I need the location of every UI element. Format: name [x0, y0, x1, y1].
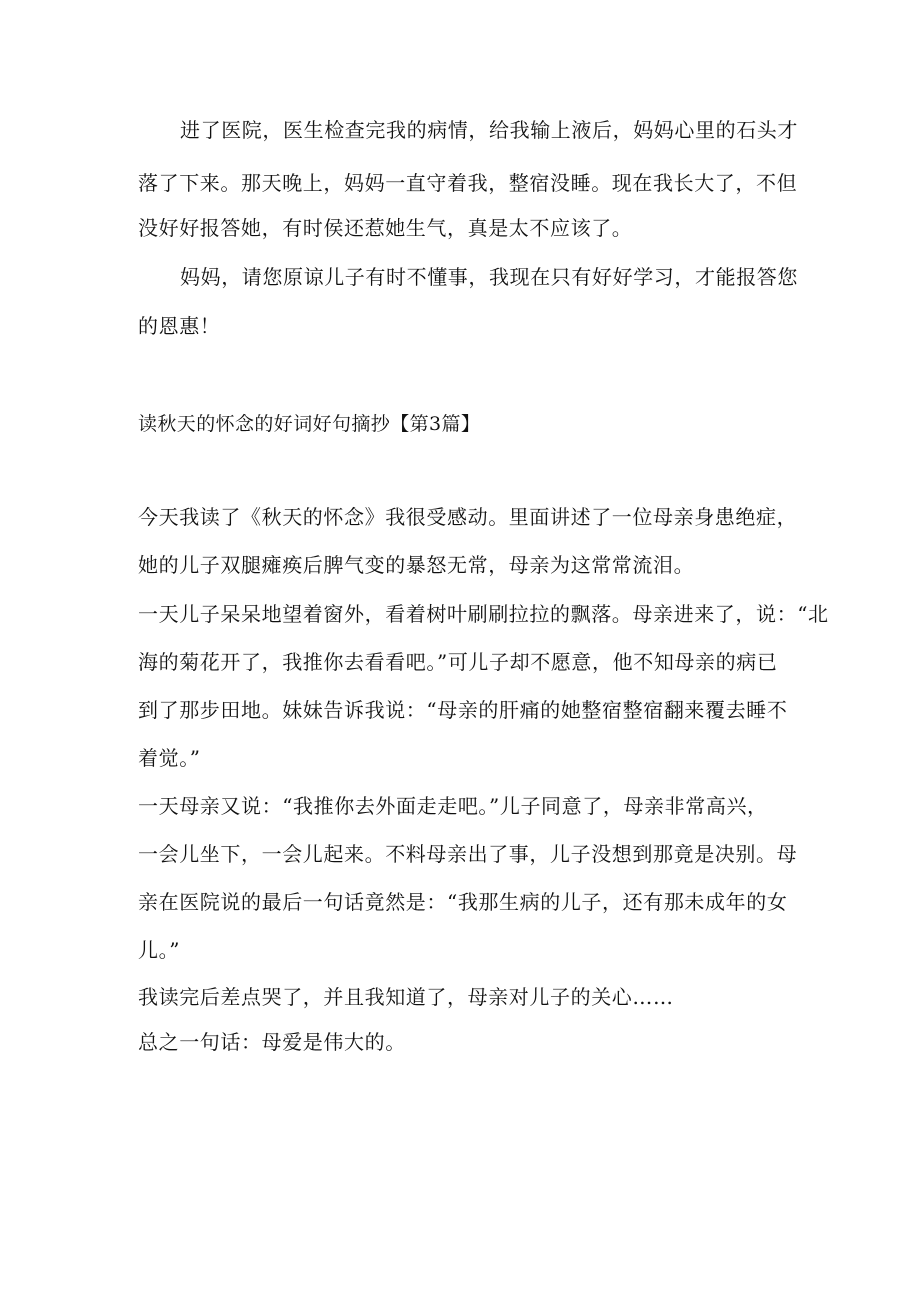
- paragraph-line: 总之一句话：母爱是伟大的。: [138, 1030, 406, 1054]
- paragraph-line: 儿。”: [138, 938, 181, 962]
- paragraph-line: 到了那步田地。妹妹告诉我说：“母亲的肝痛的她整宿整宿翻来覆去睡不: [138, 698, 788, 722]
- paragraph-line: 落了下来。那天晚上，妈妈一直守着我，整宿没睡。现在我长大了，不但: [138, 171, 798, 195]
- paragraph-line: 一会儿坐下，一会儿起来。不料母亲出了事，儿子没想到那竟是决别。母: [138, 842, 798, 866]
- paragraph-line: 的恩惠！: [138, 314, 221, 338]
- paragraph-line: 今天我读了《秋天的怀念》我很受感动。里面讲述了一位母亲身患绝症，: [138, 505, 798, 529]
- paragraph-line: 一天儿子呆呆地望着窗外，看着树叶刷刷拉拉的飘落。母亲进来了，说：“北: [138, 602, 829, 626]
- paragraph-line: 她的儿子双腿瘫痪后脾气变的暴怒无常，母亲为这常常流泪。: [138, 553, 695, 577]
- paragraph-line: 一天母亲又说：“我推你去外面走走吧。”儿子同意了，母亲非常高兴，: [138, 794, 768, 818]
- paragraph-line: 妈妈，请您原谅儿子有时不懂事，我现在只有好好学习，才能报答您: [180, 265, 798, 289]
- paragraph-line: 我读完后差点哭了，并且我知道了，母亲对儿子的关心……: [138, 985, 674, 1009]
- paragraph-line: 海的菊花开了，我推你去看看吧。”可儿子却不愿意，他不知母亲的病已: [138, 650, 778, 674]
- paragraph-line: 亲在医院说的最后一句话竟然是：“我那生病的儿子，还有那未成年的女: [138, 890, 788, 914]
- paragraph-line: 着觉。”: [138, 746, 201, 770]
- paragraph-line: 进了医院，医生检查完我的病情，给我输上液后，妈妈心里的石头才: [180, 118, 798, 142]
- section-heading: 读秋天的怀念的好词好句摘抄【第3篇】: [138, 413, 481, 435]
- paragraph-line: 没好好报答她，有时侯还惹她生气，真是太不应该了。: [138, 216, 633, 240]
